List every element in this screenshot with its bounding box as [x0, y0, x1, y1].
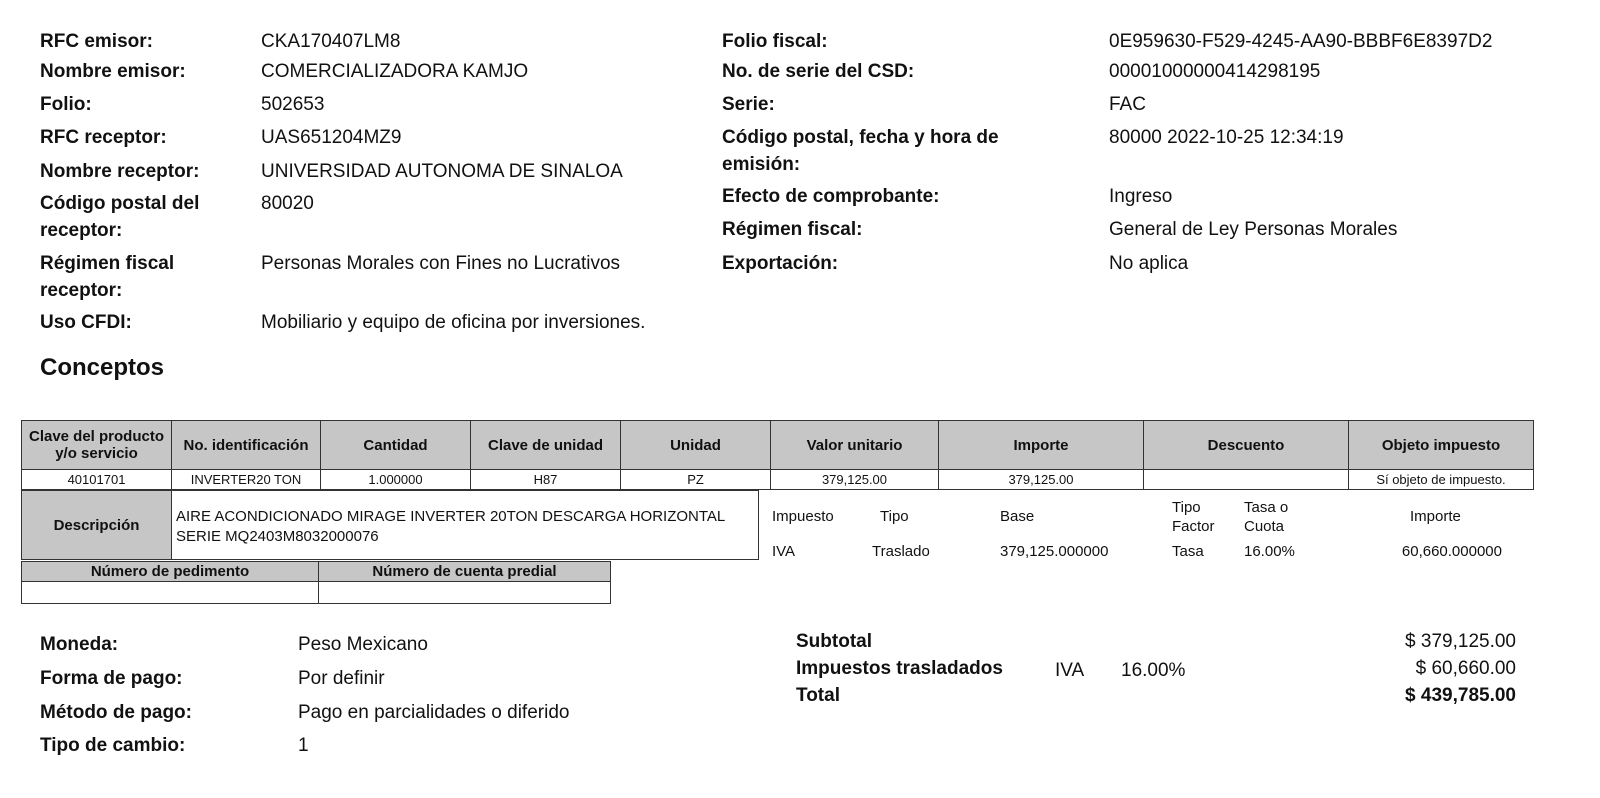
pedimento-value: [22, 582, 319, 604]
serie-label: Serie:: [722, 94, 775, 115]
tipo-cambio-label: Tipo de cambio:: [40, 735, 186, 756]
cell-unidad: PZ: [621, 470, 771, 490]
col-header-clave-producto: Clave del producto y/o servicio: [22, 421, 172, 470]
tax-cell-importe: 60,660.000000: [1401, 543, 1502, 560]
tax-header-tipo: Tipo: [880, 508, 909, 525]
col-header-objeto-impuesto: Objeto impuesto: [1349, 421, 1534, 470]
cell-cantidad: 1.000000: [321, 470, 471, 490]
cell-importe: 379,125.00: [939, 470, 1144, 490]
pedimento-label: Número de pedimento: [22, 562, 319, 582]
serie-csd-value: 00001000000414298195: [1109, 61, 1321, 82]
impuesto-nombre: IVA: [1055, 660, 1085, 681]
tax-cell-tasa: 16.00%: [1244, 543, 1295, 560]
descripcion-label: Descripción: [22, 491, 172, 560]
folio-fiscal-value: 0E959630-F529-4245-AA90-BBBF6E8397D2: [1109, 31, 1493, 52]
col-header-clave-unidad: Clave de unidad: [471, 421, 621, 470]
forma-pago-value: Por definir: [298, 668, 385, 689]
forma-pago-label: Forma de pago:: [40, 668, 183, 689]
pedimento-table: [21, 561, 611, 604]
exportacion-value: No aplica: [1109, 253, 1189, 274]
fecha-emision-label: Código postal, fecha y hora de emisión:: [722, 127, 999, 175]
moneda-value: Peso Mexicano: [298, 634, 428, 655]
cell-no-identificacion: INVERTER20 TON: [172, 470, 321, 490]
table-row: [22, 470, 1534, 490]
total-value: $ 439,785.00: [1405, 685, 1516, 706]
section-title-conceptos: Conceptos: [40, 354, 165, 381]
uso-cfdi-label: Uso CFDI:: [40, 312, 132, 333]
tax-header-tipo-factor: Tipo Factor: [1172, 499, 1215, 535]
total-label: Total: [796, 685, 840, 706]
col-header-valor-unitario: Valor unitario: [771, 421, 939, 470]
nombre-emisor-label: Nombre emisor:: [40, 61, 186, 82]
fecha-emision-value: 80000 2022-10-25 12:34:19: [1109, 127, 1344, 148]
cuenta-predial-value: [319, 582, 611, 604]
folio-fiscal-label: Folio fiscal:: [722, 31, 828, 52]
tax-cell-impuesto: IVA: [772, 543, 796, 560]
exportacion-label: Exportación:: [722, 253, 839, 274]
descripcion-value: AIRE ACONDICIONADO MIRAGE INVERTER 20TON DESCARGA HORIZONTAL SERIE MQ2403M8032000076: [172, 491, 759, 560]
serie-value: FAC: [1109, 94, 1146, 115]
tax-cell-tipo: Traslado: [872, 543, 930, 560]
conceptos-table: [21, 420, 1534, 490]
cuenta-predial-label: Número de cuenta predial: [319, 562, 611, 582]
rfc-emisor-value: CKA170407LM8: [261, 31, 401, 52]
tax-cell-tipo-factor: Tasa: [1172, 543, 1204, 560]
subtotal-value: $ 379,125.00: [1405, 631, 1516, 652]
cell-clave-unidad: H87: [471, 470, 621, 490]
col-header-unidad: Unidad: [621, 421, 771, 470]
cell-descuento: [1144, 470, 1349, 490]
rfc-emisor-label: RFC emisor:: [40, 31, 153, 52]
serie-csd-label: No. de serie del CSD:: [722, 61, 915, 82]
cp-receptor-label: Código postal del receptor:: [40, 193, 200, 241]
cp-receptor-value: 80020: [261, 193, 314, 214]
regimen-fiscal-value: General de Ley Personas Morales: [1109, 219, 1398, 240]
impuestos-trasladados-value: $ 60,660.00: [1415, 658, 1516, 679]
col-header-descuento: Descuento: [1144, 421, 1349, 470]
cell-objeto-impuesto: Sí objeto de impuesto.: [1349, 470, 1534, 490]
impuesto-tasa: 16.00%: [1121, 660, 1186, 681]
regimen-receptor-value: Personas Morales con Fines no Lucrativos: [261, 253, 621, 274]
nombre-receptor-label: Nombre receptor:: [40, 161, 200, 182]
tax-header-base: Base: [1000, 508, 1035, 525]
nombre-receptor-value: UNIVERSIDAD AUTONOMA DE SINALOA: [261, 161, 623, 182]
metodo-pago-label: Método de pago:: [40, 702, 192, 723]
subtotal-label: Subtotal: [796, 631, 872, 652]
col-header-no-identificacion: No. identificación: [172, 421, 321, 470]
cell-clave-producto: 40101701: [22, 470, 172, 490]
efecto-label: Efecto de comprobante:: [722, 186, 940, 207]
nombre-emisor-value: COMERCIALIZADORA KAMJO: [261, 61, 529, 82]
tipo-cambio-value: 1: [298, 735, 309, 756]
rfc-receptor-label: RFC receptor:: [40, 127, 167, 148]
regimen-fiscal-label: Régimen fiscal:: [722, 219, 863, 240]
folio-label: Folio:: [40, 94, 92, 115]
folio-value: 502653: [261, 94, 325, 115]
efecto-value: Ingreso: [1109, 186, 1173, 207]
tax-header-impuesto: Impuesto: [772, 508, 834, 525]
metodo-pago-value: Pago en parcialidades o diferido: [298, 702, 570, 723]
moneda-label: Moneda:: [40, 634, 119, 655]
col-header-importe: Importe: [939, 421, 1144, 470]
tax-header-importe: Importe: [1410, 508, 1461, 525]
impuestos-trasladados-label: Impuestos trasladados: [796, 658, 1003, 679]
regimen-receptor-label: Régimen fiscal receptor:: [40, 253, 175, 301]
uso-cfdi-value: Mobiliario y equipo de oficina por inversiones.: [261, 312, 646, 333]
tax-cell-base: 379,125.000000: [1000, 543, 1109, 560]
descripcion-table: [21, 490, 759, 560]
col-header-cantidad: Cantidad: [321, 421, 471, 470]
cell-valor-unitario: 379,125.00: [771, 470, 939, 490]
tax-header-tasa-cuota: Tasa o Cuota: [1244, 499, 1289, 535]
rfc-receptor-value: UAS651204MZ9: [261, 127, 402, 148]
